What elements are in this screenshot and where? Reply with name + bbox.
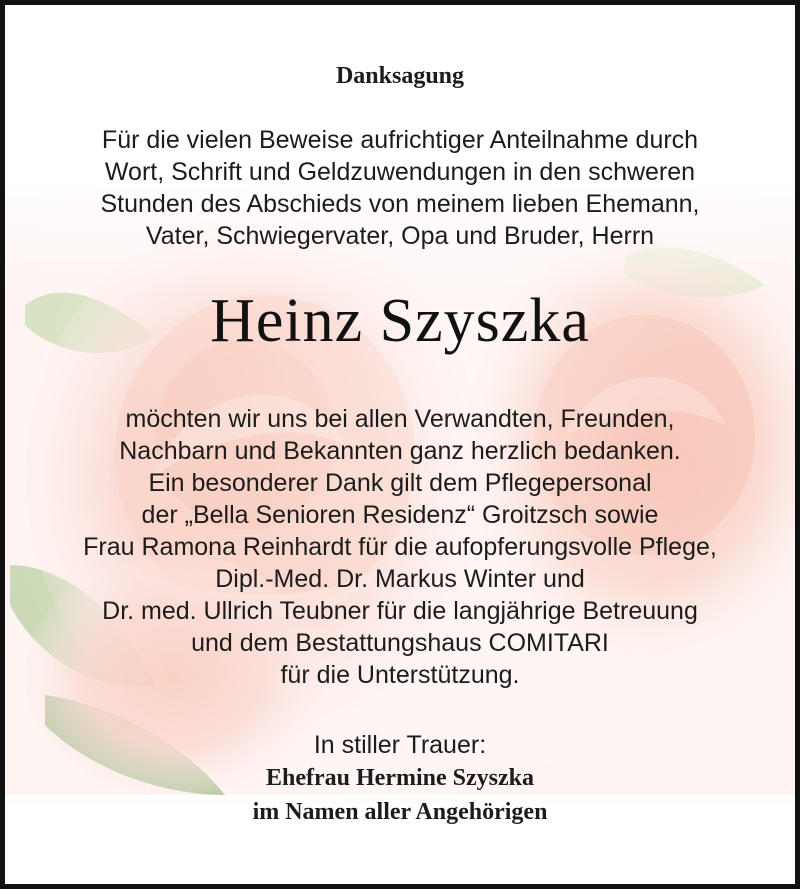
notice-heading: Danksagung <box>335 63 465 89</box>
deceased-name: Heinz Szyszka <box>210 287 590 355</box>
intro-line: Für die vielen Beweise aufrichtiger Anteilnahme durch <box>101 126 699 154</box>
thanks-line: Dr. med. Ullrich Teubner für die langjährige Betreuung <box>102 597 698 625</box>
intro-line: Wort, Schrift und Geldzuwendungen in den schweren <box>104 158 696 186</box>
intro-line: Stunden des Abschieds von meinem lieben Ehemann, <box>100 190 700 218</box>
thanks-line: der „Bella Senioren Residenz“ Groitzsch sowie <box>141 501 659 529</box>
thanks-paragraph <box>5 403 795 691</box>
signoff-phrase: In stiller Trauer: <box>313 731 487 759</box>
notice-text <box>5 5 795 884</box>
thanks-line: für die Unterstützung. <box>280 661 520 689</box>
thanks-line: Nachbarn und Bekannten ganz herzlich bedanken. <box>119 437 681 465</box>
thanks-line: Ein besonderer Dank gilt dem Pflegepersonal <box>148 469 652 497</box>
signoff-block <box>5 729 795 829</box>
thanks-line: und dem Bestattungshaus COMITARI <box>191 629 609 657</box>
intro-paragraph <box>5 124 795 252</box>
thanks-line: möchten wir uns bei allen Verwandten, Freunden, <box>125 405 675 433</box>
signer-name: Ehefrau Hermine Szyszka <box>266 765 534 791</box>
thanks-line: Frau Ramona Reinhardt für die aufopferungsvolle Pflege, <box>83 533 717 561</box>
on-behalf-line: im Namen aller Angehörigen <box>252 799 548 825</box>
thanks-line: Dipl.-Med. Dr. Markus Winter und <box>215 565 585 593</box>
intro-line: Vater, Schwiegervater, Opa und Bruder, Herrn <box>145 222 655 250</box>
